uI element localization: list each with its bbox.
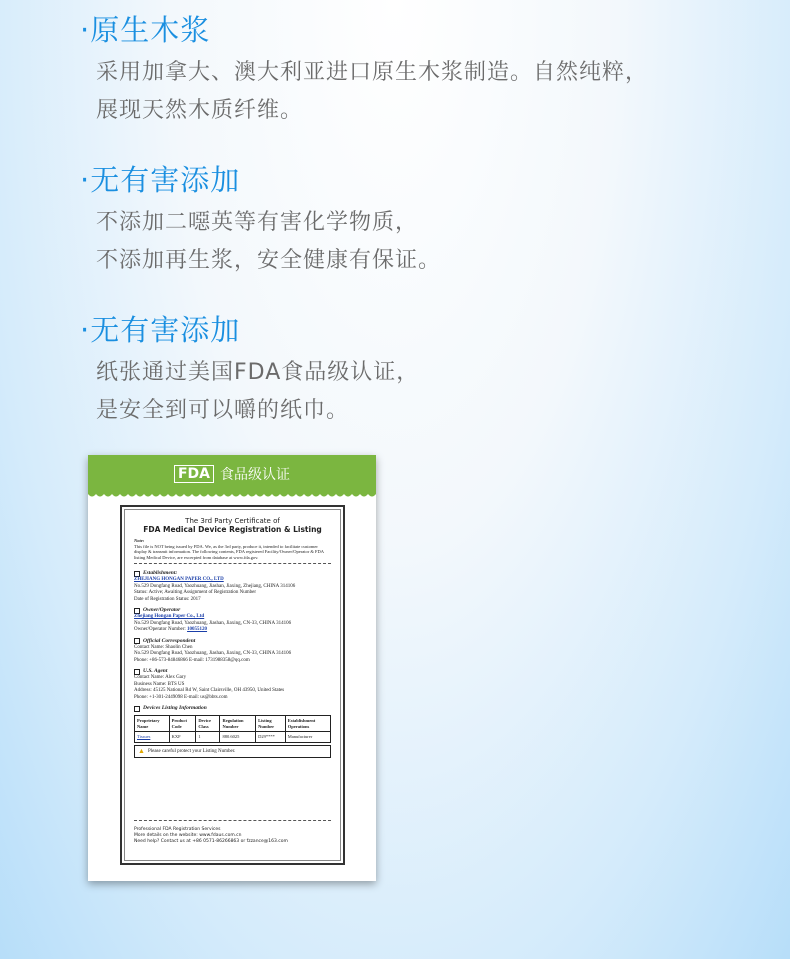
note-label: Note: — [134, 538, 145, 543]
certificate-title-line-1: The 3rd Party Certificate of — [185, 517, 280, 525]
section-text-line: 不添加二噁英等有害化学物质， — [96, 210, 419, 235]
warning-icon: ▲ — [138, 746, 145, 755]
certificate-document — [120, 505, 345, 865]
correspondent-phone: Phone: +86-573-84846866 E-mail: 1731988358@qq.com — [134, 657, 250, 663]
warning-text: Please careful protect your Listing Number. — [147, 748, 236, 754]
agent-contact: Contact Name: Alex Gary — [134, 675, 187, 680]
table-row: Tissues KXF 1 880.6025 D29**** Manufacturer — [135, 732, 331, 743]
footer-line: Need help? Contact us at +86 0571-86266863 or fzzance@163.com — [134, 839, 288, 844]
footer-line: More details on the website: www.fdaus.com.cn — [134, 833, 242, 838]
section-text-line: 采用加拿大、澳大利亚进口原生木浆制造。自然纯粹， — [96, 60, 649, 85]
checkbox-icon — [134, 706, 140, 712]
section-title: ·原生木浆 — [80, 13, 211, 47]
feature-section-fda-certified — [80, 312, 419, 430]
correspondent-contact: Contact Name: Shaolin Chen — [134, 644, 193, 650]
checkbox-icon — [134, 608, 140, 614]
certificate-note — [134, 538, 331, 560]
agent-phone: Phone: +1-301-2449098 E-mail: us@bbts.com — [134, 694, 228, 700]
section-title: ·无有害添加 — [80, 313, 241, 347]
section-title: ·无有害添加 — [80, 163, 241, 197]
section-text-line: 纸张通过美国FDA食品级认证， — [96, 360, 420, 385]
divider — [134, 563, 331, 564]
owner-number-label: Owner/Operator Number: — [134, 627, 186, 632]
feature-section-virgin-pulp — [80, 12, 648, 130]
owner-name-link[interactable]: Zhejiang Hongan Paper Co., Ltd — [134, 614, 205, 619]
agent-business: Business Name: BTS US — [134, 681, 185, 687]
establishment-heading: Establishment: — [134, 570, 331, 577]
device-name-link[interactable]: Tissues — [137, 734, 151, 739]
section-text-line: 不添加再生浆，安全健康有保证。 — [96, 248, 442, 273]
devices-table — [134, 715, 331, 743]
certificate-title-line-2: FDA Medical Device Registration & Listing — [143, 525, 322, 534]
fda-certificate-card — [88, 455, 376, 881]
fda-logo: FDA — [174, 465, 214, 483]
feature-section-no-additives — [80, 162, 441, 280]
establishment-name-link[interactable]: ZHEJIANG HONGAN PAPER CO., LTD — [134, 577, 224, 582]
warning-box — [134, 745, 331, 758]
banner-text: 食品级认证 — [220, 467, 291, 483]
checkbox-icon — [134, 669, 140, 675]
section-text-line: 展现天然木质纤维。 — [96, 98, 304, 123]
establishment-address: No.529 Dongfang Road, Yaozhuang, Jiashan, Jiaxing, Zhejiang, CHINA 314106 — [134, 583, 296, 589]
agent-heading: U.S. Agent — [134, 668, 331, 675]
footer-line: Professional FDA Registration Services — [134, 827, 221, 832]
agent-address: Address: 45125 National Rd W, Saint Clairsville, OH 43950, United States — [134, 688, 285, 693]
section-text-line: 是安全到可以嚼的纸巾。 — [96, 398, 350, 423]
certificate-banner — [88, 455, 376, 493]
establishment-date: Date of Registration Status: 2017 — [134, 596, 201, 602]
correspondent-address: No.529 Dongfang Road, Yaozhuang, Jiashan, Jiaxing, CN-33, CHINA 314106 — [134, 651, 292, 656]
certificate-footer — [134, 820, 331, 845]
banner-wave-edge — [88, 492, 376, 500]
owner-address: No.529 Dongfang Road, Yaozhuang, Jiashan, Jiaxing, CN-33, CHINA 314106 — [134, 620, 292, 626]
table-header-row: Proprietary Name Product Code Device Class Regulation Number Listing Number Establishment Operations — [135, 716, 331, 732]
devices-heading: Devices Listing Information — [134, 705, 331, 712]
note-text: This file is NOT being issued by FDA. We, as the 3rd party, produce it, intended to facilitate customer display & transmit information. The following contents, FDA registered Facility/Owner/Operator & FDA listing Medical Device, are excerpted from database at www.fda.gov. — [134, 543, 324, 560]
owner-number-link[interactable]: 10055120 — [187, 627, 208, 632]
checkbox-icon — [134, 571, 140, 577]
correspondent-heading: Official Correspondent — [134, 638, 331, 645]
owner-heading: Owner/Operator — [134, 607, 331, 614]
establishment-status: Status: Active; Awaiting Assignment of Registration Number — [134, 590, 257, 595]
checkbox-icon — [134, 638, 140, 644]
